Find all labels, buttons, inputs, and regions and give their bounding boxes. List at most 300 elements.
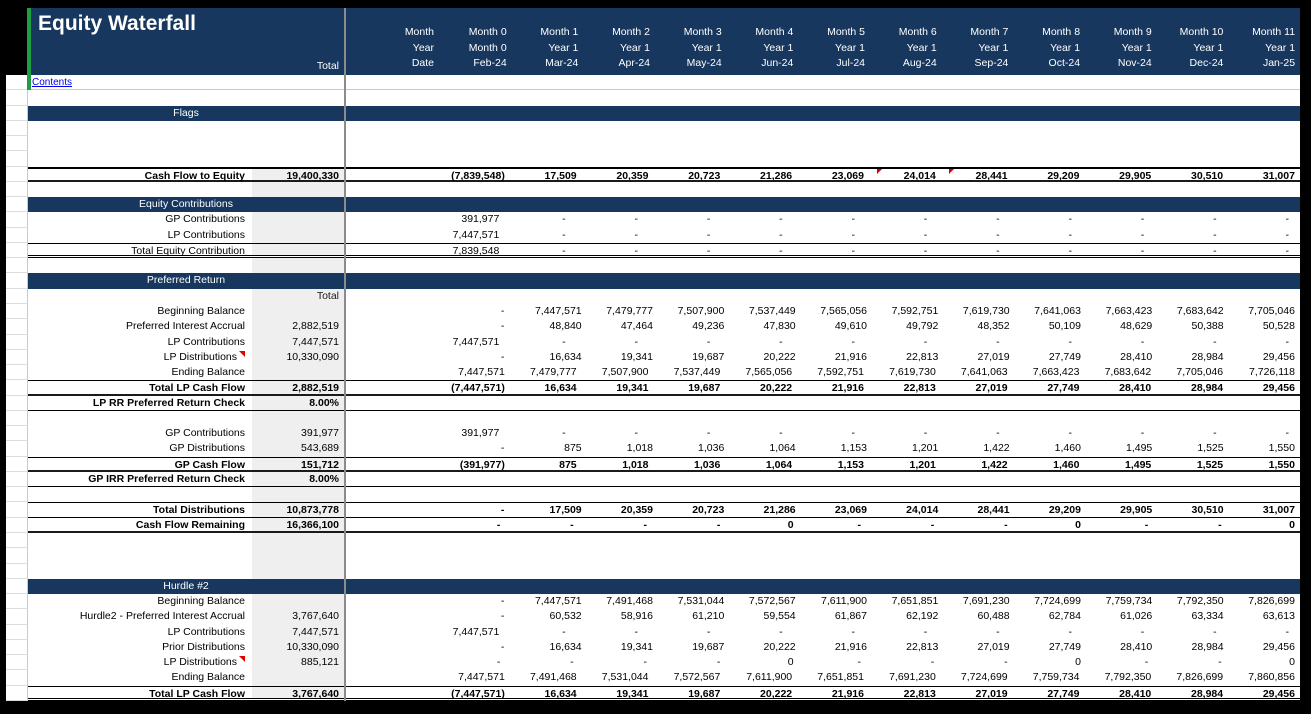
value-cell[interactable] [438, 151, 510, 166]
value-cell[interactable]: 7,592,751 [891, 304, 939, 317]
value-cell[interactable] [438, 472, 510, 486]
value-cell[interactable] [1013, 136, 1085, 151]
contents-link[interactable]: Contents [32, 77, 73, 88]
value-cell[interactable]: 7,479,777 [606, 304, 653, 317]
value-cell[interactable]: 21,286 [760, 169, 793, 182]
value-cell[interactable]: 49,236 [692, 320, 725, 333]
value-cell[interactable]: 27,019 [975, 382, 1008, 395]
value-cell[interactable] [869, 548, 941, 563]
value-cell[interactable]: - [634, 625, 638, 638]
value-cell[interactable]: 47,830 [763, 320, 796, 333]
value-cell[interactable]: - [643, 518, 647, 531]
row-label[interactable]: Ending Balance [171, 671, 245, 684]
row-label[interactable]: Beginning Balance [157, 304, 245, 317]
value-cell[interactable]: - [857, 518, 861, 531]
value-cell[interactable] [941, 121, 1013, 136]
value-cell[interactable] [1156, 258, 1228, 273]
value-cell[interactable] [797, 548, 869, 563]
value-cell[interactable] [725, 258, 797, 273]
value-cell[interactable]: 1,525 [1196, 458, 1224, 471]
value-cell[interactable]: (7,447,571) [451, 382, 505, 395]
value-cell[interactable]: 0 [1075, 518, 1081, 531]
value-cell[interactable]: (7,447,571) [451, 687, 505, 700]
value-cell[interactable] [510, 182, 582, 197]
value-cell[interactable] [941, 90, 1013, 105]
value-cell[interactable]: 31,007 [1262, 169, 1295, 182]
value-cell[interactable] [797, 289, 869, 304]
value-cell[interactable]: 7,663,423 [1032, 366, 1080, 379]
value-cell[interactable] [941, 258, 1013, 273]
value-cell[interactable] [653, 182, 725, 197]
value-cell[interactable]: - [716, 656, 721, 669]
value-cell[interactable] [1013, 151, 1085, 166]
value-cell[interactable]: 1,495 [1126, 442, 1153, 455]
value-cell[interactable] [510, 258, 582, 273]
value-cell[interactable]: 7,792,350 [1176, 595, 1224, 608]
row-label[interactable]: Hurdle2 - Preferred Interest Accrual [79, 610, 245, 623]
value-cell[interactable]: 63,613 [1262, 610, 1295, 623]
value-cell[interactable]: 29,456 [1262, 687, 1295, 700]
value-cell[interactable]: - [716, 518, 721, 531]
value-cell[interactable]: - [930, 518, 935, 531]
value-cell[interactable] [1084, 487, 1156, 502]
value-cell[interactable] [1228, 396, 1300, 410]
value-cell[interactable] [510, 487, 582, 502]
total-cell[interactable] [252, 258, 344, 273]
value-cell[interactable]: 7,663,423 [1105, 304, 1153, 317]
row-label[interactable]: GP IRR Preferred Return Check [88, 472, 245, 485]
value-cell[interactable]: - [634, 244, 638, 257]
value-cell[interactable] [1013, 182, 1085, 197]
value-cell[interactable]: 1,201 [909, 458, 936, 471]
value-cell[interactable] [582, 533, 654, 548]
value-cell[interactable]: 7,592,751 [817, 366, 864, 379]
value-cell[interactable] [1228, 472, 1300, 486]
value-cell[interactable]: 1,201 [912, 442, 939, 455]
value-cell[interactable] [510, 90, 582, 105]
value-cell[interactable] [582, 396, 654, 410]
value-cell[interactable] [1013, 411, 1085, 426]
value-cell[interactable] [1228, 151, 1300, 166]
value-cell[interactable] [438, 396, 510, 410]
value-cell[interactable] [1228, 487, 1300, 502]
row-label[interactable]: Preferred Interest Accrual [125, 320, 245, 333]
value-cell[interactable]: 0 [1289, 518, 1295, 531]
value-cell[interactable]: 22,813 [906, 640, 939, 653]
value-cell[interactable] [869, 487, 941, 502]
value-cell[interactable]: 7,683,642 [1104, 366, 1152, 379]
row-label[interactable]: GP Distributions [169, 442, 245, 455]
value-cell[interactable] [1013, 121, 1085, 136]
value-cell[interactable]: 20,222 [760, 687, 793, 700]
value-cell[interactable]: - [570, 656, 574, 669]
value-cell[interactable] [797, 411, 869, 426]
total-cell[interactable] [252, 594, 344, 609]
value-cell[interactable]: 19,687 [688, 382, 721, 395]
value-cell[interactable] [1084, 548, 1156, 563]
row-label[interactable]: LP RR Preferred Return Check [92, 396, 245, 409]
value-cell[interactable] [941, 533, 1013, 548]
value-cell[interactable]: 7,565,056 [745, 366, 793, 379]
value-cell[interactable] [1228, 90, 1300, 105]
value-cell[interactable]: - [500, 304, 505, 317]
value-cell[interactable] [582, 121, 654, 136]
value-cell[interactable]: 28,410 [1120, 640, 1153, 653]
value-cell[interactable] [1084, 151, 1156, 166]
value-cell[interactable]: 7,651,851 [891, 595, 939, 608]
value-cell[interactable]: - [570, 518, 574, 531]
value-cell[interactable] [653, 121, 725, 136]
value-cell[interactable]: - [496, 656, 501, 669]
value-cell[interactable]: 27,749 [1048, 350, 1081, 363]
total-cell[interactable] [252, 90, 344, 105]
value-cell[interactable]: - [1068, 213, 1072, 226]
value-cell[interactable]: - [779, 335, 783, 348]
value-cell[interactable] [1156, 487, 1228, 502]
value-cell[interactable] [1156, 121, 1228, 136]
value-cell[interactable]: - [1068, 335, 1072, 348]
value-cell[interactable] [510, 289, 582, 304]
value-cell[interactable] [725, 411, 797, 426]
value-cell[interactable]: 19,341 [616, 687, 649, 700]
value-cell[interactable] [582, 90, 654, 105]
value-cell[interactable]: 19,687 [692, 640, 725, 653]
value-cell[interactable]: 19,341 [616, 382, 649, 395]
value-cell[interactable]: - [1213, 228, 1217, 241]
value-cell[interactable]: - [1285, 625, 1289, 638]
value-cell[interactable]: - [1140, 244, 1145, 257]
value-cell[interactable]: - [562, 228, 566, 241]
value-cell[interactable] [1156, 151, 1228, 166]
value-cell[interactable]: 50,388 [1191, 320, 1224, 333]
value-cell[interactable] [438, 136, 510, 151]
value-cell[interactable] [1156, 289, 1228, 304]
value-cell[interactable] [582, 289, 654, 304]
value-cell[interactable]: 27,019 [977, 350, 1010, 363]
value-cell[interactable] [438, 182, 510, 197]
value-cell[interactable]: - [634, 427, 638, 440]
value-cell[interactable] [510, 411, 582, 426]
value-cell[interactable]: - [996, 625, 1000, 638]
value-cell[interactable]: 7,691,230 [962, 595, 1010, 608]
value-cell[interactable]: - [706, 244, 711, 257]
value-cell[interactable] [510, 472, 582, 486]
section-header[interactable]: Equity Contributions [139, 198, 233, 211]
value-cell[interactable]: 62,192 [906, 610, 939, 623]
value-cell[interactable]: - [706, 335, 711, 348]
value-cell[interactable] [510, 396, 582, 410]
value-cell[interactable] [1013, 90, 1085, 105]
value-cell[interactable]: 28,410 [1119, 687, 1152, 700]
value-cell[interactable]: - [1213, 244, 1217, 257]
total-cell[interactable]: 10,330,090 [252, 350, 344, 365]
value-cell[interactable]: 24,014 [869, 169, 941, 180]
value-cell[interactable] [869, 182, 941, 197]
value-cell[interactable]: 7,641,063 [1034, 304, 1081, 317]
value-cell[interactable]: - [1140, 228, 1145, 241]
value-cell[interactable] [510, 151, 582, 166]
value-cell[interactable]: - [562, 625, 566, 638]
value-cell[interactable] [1156, 411, 1228, 426]
value-cell[interactable]: 7,447,571 [452, 625, 500, 638]
value-cell[interactable]: 7,447,571 [534, 595, 582, 608]
value-cell[interactable] [869, 564, 941, 579]
value-cell[interactable]: 47,464 [620, 320, 653, 333]
value-cell[interactable] [1156, 90, 1228, 105]
value-cell[interactable]: - [706, 213, 711, 226]
value-cell[interactable]: 30,510 [1190, 169, 1224, 182]
total-cell[interactable]: 543,689 [252, 441, 344, 456]
value-cell[interactable]: 20,723 [688, 169, 721, 182]
value-cell[interactable] [653, 90, 725, 105]
value-cell[interactable]: 7,860,856 [1248, 671, 1295, 684]
value-cell[interactable]: 7,447,571 [452, 335, 500, 348]
value-cell[interactable] [1084, 136, 1156, 151]
value-cell[interactable]: - [1285, 244, 1289, 257]
value-cell[interactable] [653, 487, 725, 502]
row-label[interactable]: GP Contributions [165, 213, 245, 226]
value-cell[interactable]: 7,826,699 [1176, 671, 1224, 684]
value-cell[interactable] [797, 472, 869, 486]
value-cell[interactable] [941, 548, 1013, 563]
value-cell[interactable] [797, 258, 869, 273]
value-cell[interactable] [941, 564, 1013, 579]
value-cell[interactable] [1156, 548, 1228, 563]
value-cell[interactable]: - [1218, 518, 1222, 531]
value-cell[interactable] [869, 258, 941, 273]
value-cell[interactable]: 59,554 [763, 610, 796, 623]
value-cell[interactable] [941, 151, 1013, 166]
value-cell[interactable]: 7,826,699 [1248, 595, 1295, 608]
value-cell[interactable]: - [562, 213, 566, 226]
value-cell[interactable]: 29,456 [1262, 640, 1295, 653]
value-cell[interactable] [1228, 411, 1300, 426]
value-cell[interactable]: 1,550 [1268, 458, 1295, 471]
value-cell[interactable]: 58,916 [620, 610, 653, 623]
value-cell[interactable] [725, 121, 797, 136]
value-cell[interactable] [1013, 396, 1085, 410]
value-cell[interactable]: 0 [1289, 656, 1295, 669]
value-cell[interactable]: - [500, 350, 505, 363]
value-cell[interactable]: 21,916 [831, 382, 864, 395]
total-cell[interactable]: 2,882,519 [252, 319, 344, 334]
value-cell[interactable] [869, 472, 941, 486]
value-cell[interactable]: - [1144, 656, 1149, 669]
value-cell[interactable]: 27,019 [975, 687, 1008, 700]
value-cell[interactable]: 22,813 [903, 382, 936, 395]
value-cell[interactable]: - [779, 625, 783, 638]
total-cell[interactable]: 19,400,330 [252, 169, 344, 180]
value-cell[interactable]: 7,537,449 [748, 304, 796, 317]
value-cell[interactable] [725, 289, 797, 304]
value-cell[interactable]: 7,479,777 [529, 366, 577, 379]
value-cell[interactable] [653, 472, 725, 486]
value-cell[interactable]: 1,018 [626, 442, 653, 455]
value-cell[interactable] [869, 151, 941, 166]
value-cell[interactable]: - [996, 244, 1000, 257]
value-cell[interactable]: 28,410 [1119, 382, 1152, 395]
value-cell[interactable] [1156, 472, 1228, 486]
value-cell[interactable] [941, 182, 1013, 197]
value-cell[interactable]: - [851, 244, 855, 257]
value-cell[interactable] [438, 411, 510, 426]
value-cell[interactable]: 29,456 [1262, 382, 1295, 395]
total-cell[interactable]: 8.00% [252, 472, 344, 486]
value-cell[interactable] [438, 258, 510, 273]
total-cell[interactable] [252, 564, 344, 579]
value-cell[interactable] [1013, 472, 1085, 486]
value-cell[interactable]: 23,069 [831, 169, 864, 182]
value-cell[interactable]: - [500, 610, 505, 623]
value-cell[interactable]: 7,531,044 [677, 595, 725, 608]
value-cell[interactable] [1013, 487, 1085, 502]
value-cell[interactable]: 22,813 [906, 350, 939, 363]
value-cell[interactable] [1228, 564, 1300, 579]
value-cell[interactable]: 7,565,056 [820, 304, 867, 317]
total-cell[interactable] [252, 121, 344, 136]
value-cell[interactable]: - [1285, 427, 1289, 440]
value-cell[interactable]: 50,528 [1262, 320, 1295, 333]
value-cell[interactable]: - [923, 228, 928, 241]
value-cell[interactable]: 29,209 [1047, 169, 1080, 182]
value-cell[interactable]: 63,334 [1191, 610, 1224, 623]
total-cell[interactable]: 3,767,640 [252, 687, 344, 698]
row-label[interactable]: GP Cash Flow [174, 458, 245, 471]
value-cell[interactable]: 1,153 [837, 458, 864, 471]
value-cell[interactable]: 16,634 [544, 382, 577, 395]
value-cell[interactable]: 61,210 [692, 610, 725, 623]
value-cell[interactable]: 20,359 [616, 169, 649, 182]
value-cell[interactable]: 27,749 [1047, 382, 1080, 395]
value-cell[interactable]: 48,840 [549, 320, 582, 333]
value-cell[interactable] [1013, 533, 1085, 548]
value-cell[interactable]: 17,509 [544, 169, 577, 182]
value-cell[interactable] [1084, 182, 1156, 197]
value-cell[interactable] [582, 258, 654, 273]
total-cell[interactable]: 885,121 [252, 655, 344, 670]
value-cell[interactable]: 21,916 [834, 640, 867, 653]
value-cell[interactable]: - [500, 640, 505, 653]
value-cell[interactable]: 28,984 [1190, 687, 1224, 700]
value-cell[interactable] [797, 90, 869, 105]
value-cell[interactable] [941, 411, 1013, 426]
value-cell[interactable]: - [857, 656, 861, 669]
total-cell[interactable] [252, 548, 344, 563]
total-cell[interactable] [252, 182, 344, 197]
value-cell[interactable]: 1,036 [698, 442, 725, 455]
value-cell[interactable]: 21,916 [834, 350, 867, 363]
value-cell[interactable] [582, 136, 654, 151]
value-cell[interactable]: - [996, 335, 1000, 348]
value-cell[interactable]: - [1004, 518, 1008, 531]
value-cell[interactable]: 20,222 [763, 350, 796, 363]
value-cell[interactable]: - [1144, 518, 1149, 531]
value-cell[interactable]: - [562, 244, 566, 257]
value-cell[interactable]: 7,724,699 [960, 671, 1008, 684]
value-cell[interactable]: - [930, 656, 935, 669]
value-cell[interactable]: - [996, 213, 1000, 226]
value-cell[interactable]: - [1068, 228, 1072, 241]
value-cell[interactable]: - [996, 427, 1000, 440]
value-cell[interactable]: 7,839,548 [452, 244, 500, 257]
total-cell[interactable]: 7,447,571 [252, 625, 344, 640]
value-cell[interactable] [582, 564, 654, 579]
value-cell[interactable]: 50,109 [1048, 320, 1081, 333]
total-cell[interactable]: 391,977 [252, 426, 344, 441]
value-cell[interactable] [1084, 121, 1156, 136]
value-cell[interactable]: 29,905 [1119, 169, 1152, 182]
value-cell[interactable]: 1,422 [981, 458, 1008, 471]
value-cell[interactable] [1228, 533, 1300, 548]
value-cell[interactable]: 7,611,900 [746, 671, 793, 684]
value-cell[interactable]: - [851, 213, 855, 226]
value-cell[interactable] [1013, 548, 1085, 563]
total-cell[interactable]: 10,873,778 [252, 503, 344, 516]
value-cell[interactable]: - [1213, 625, 1217, 638]
value-cell[interactable] [941, 136, 1013, 151]
value-cell[interactable]: 7,447,571 [458, 366, 505, 379]
value-cell[interactable]: (7,839,548) [451, 169, 505, 182]
value-cell[interactable]: 1,064 [769, 442, 796, 455]
value-cell[interactable]: 7,726,118 [1249, 366, 1295, 379]
value-cell[interactable] [1084, 289, 1156, 304]
value-cell[interactable] [1156, 533, 1228, 548]
value-cell[interactable]: 875 [564, 442, 582, 455]
row-label[interactable]: Total Equity Contribution [131, 244, 245, 257]
value-cell[interactable]: - [706, 625, 711, 638]
value-cell[interactable]: 1,153 [840, 442, 867, 455]
row-label[interactable]: LP Distributions [28, 350, 252, 365]
value-cell[interactable] [438, 487, 510, 502]
value-cell[interactable]: - [851, 427, 855, 440]
value-cell[interactable]: - [562, 335, 566, 348]
value-cell[interactable]: 7,619,730 [889, 366, 936, 379]
value-cell[interactable]: - [779, 244, 783, 257]
value-cell[interactable] [438, 121, 510, 136]
value-cell[interactable] [869, 121, 941, 136]
value-cell[interactable] [653, 411, 725, 426]
row-label[interactable]: LP Contributions [167, 228, 245, 241]
value-cell[interactable]: - [1285, 228, 1289, 241]
row-label[interactable]: LP Distributions [28, 655, 252, 670]
value-cell[interactable]: 16,634 [549, 350, 582, 363]
value-cell[interactable] [438, 90, 510, 105]
value-cell[interactable]: - [1004, 656, 1008, 669]
value-cell[interactable]: - [1140, 213, 1145, 226]
total-cell[interactable]: 16,366,100 [252, 518, 344, 531]
value-cell[interactable] [1084, 258, 1156, 273]
value-cell[interactable]: - [634, 335, 638, 348]
value-cell[interactable] [725, 182, 797, 197]
value-cell[interactable] [653, 136, 725, 151]
value-cell[interactable]: 1,460 [1053, 458, 1080, 471]
value-cell[interactable]: 48,352 [977, 320, 1010, 333]
value-cell[interactable]: 391,977 [461, 427, 500, 440]
value-cell[interactable]: 1,064 [765, 458, 793, 471]
value-cell[interactable]: 1,036 [694, 458, 721, 471]
value-cell[interactable]: 60,532 [549, 610, 582, 623]
value-cell[interactable] [941, 396, 1013, 410]
value-cell[interactable] [438, 548, 510, 563]
value-cell[interactable]: 60,488 [977, 610, 1010, 623]
value-cell[interactable]: 29,456 [1262, 350, 1295, 363]
value-cell[interactable] [797, 151, 869, 166]
value-cell[interactable] [797, 136, 869, 151]
value-cell[interactable]: 0 [787, 518, 794, 531]
value-cell[interactable]: - [496, 518, 501, 531]
row-label[interactable]: Cash Flow to Equity [144, 169, 245, 182]
value-cell[interactable]: - [1213, 213, 1217, 226]
